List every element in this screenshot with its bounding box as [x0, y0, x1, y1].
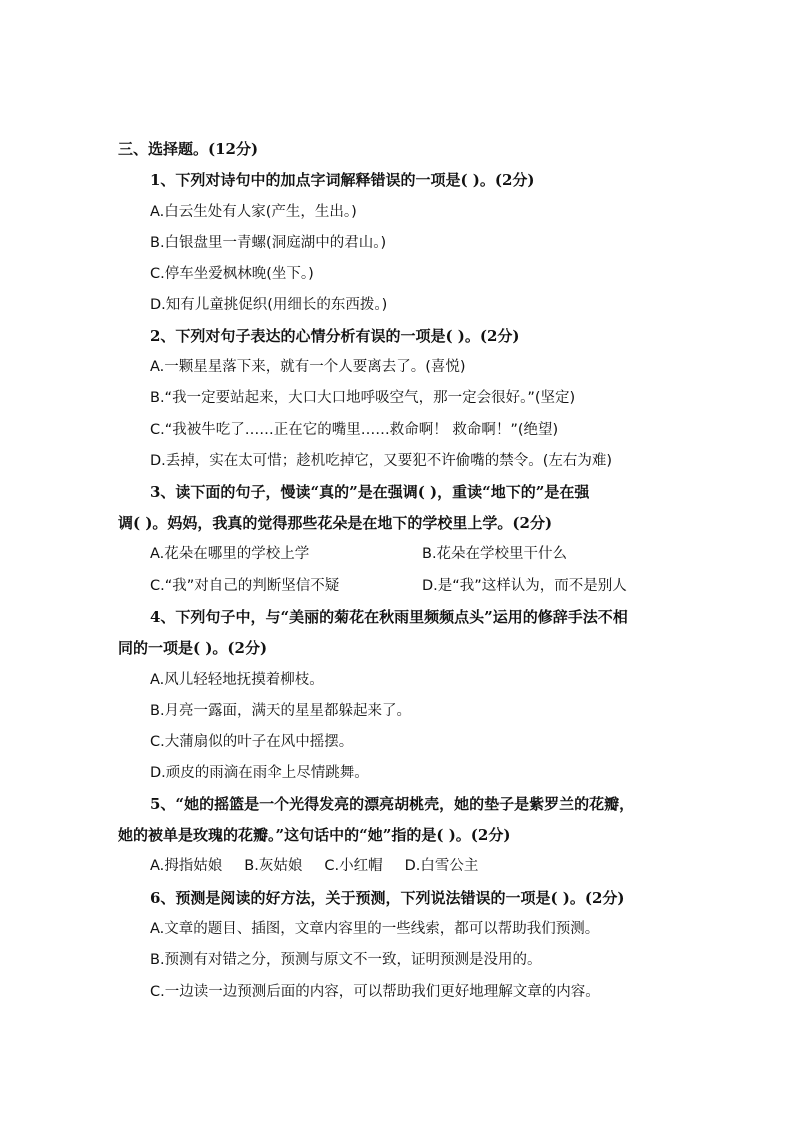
question-5-stem-line-1: 5、“她的摇篮是一个光得发亮的漂亮胡桃壳，她的垫子是紫罗兰的花瓣， [150, 795, 635, 813]
q5-option-a: A.拇指姑娘 [150, 858, 223, 874]
question-4-stem-line-2: 同的一项是( )。(2分) [118, 639, 268, 657]
q2-option-b: B.“我一定要站起来，大口大口地呼吸空气，那一定会很好。”(坚定) [150, 390, 576, 406]
q5-options-row [150, 856, 478, 876]
q6-option-a: A.文章的题目、插图，文章内容里的一些线索，都可以帮助我们预测。 [150, 921, 600, 937]
q2-option-d: D.丢掉，实在太可惜；趁机吃掉它，又要犯不许偷嘴的禁令。(左右为难) [150, 453, 613, 469]
q4-option-a: A.风儿轻轻地抚摸着柳枝。 [150, 672, 324, 688]
question-3-stem-line-2: 调( )。妈妈，我真的觉得那些花朵是在地下的学校里上学。(2分) [118, 514, 553, 532]
q2-option-c: C.“我被牛吃了……正在它的嘴里……救命啊！ 救命啊！”(绝望) [150, 422, 559, 438]
q5-option-b: B.灰姑娘 [244, 858, 303, 874]
q6-option-c: C.一边读一边预测后面的内容，可以帮助我们更好地理解文章的内容。 [150, 984, 600, 1000]
q5-option-d: D.白雪公主 [404, 858, 479, 874]
question-3-stem-line-1: 3、读下面的句子，慢读“真的”是在强调( )，重读“地下的”是在强 [150, 483, 590, 501]
q1-option-a: A.白云生处有人家(产生，生出。) [150, 204, 357, 220]
q3-option-d: D.是“我”这样认为，而不是别人 [422, 578, 627, 594]
q3-option-c: C.“我”对自己的判断坚信不疑 [150, 578, 340, 594]
q2-option-a: A.一颗星星落下来，就有一个人要离去了。(喜悦) [150, 359, 466, 375]
q3-option-a: A.花朵在哪里的学校上学 [150, 546, 310, 562]
q3-option-b: B.花朵在学校里干什么 [422, 546, 568, 562]
q4-option-d: D.顽皮的雨滴在雨伞上尽情跳舞。 [150, 765, 369, 781]
question-5-stem-line-2: 她的被单是玫瑰的花瓣。”这句话中的“她”指的是( )。(2分) [118, 826, 511, 844]
q4-option-c: C.大蒲扇似的叶子在风中摇摆。 [150, 734, 354, 750]
question-4-stem-line-1: 4、下列句子中，与“美丽的菊花在秋雨里频频点头”运用的修辞手法不相 [150, 608, 628, 626]
q1-option-b: B.白银盘里一青螺(洞庭湖中的君山。) [150, 235, 387, 251]
question-6-stem: 6、预测是阅读的好方法，关于预测，下列说法错误的一项是( )。(2分) [150, 889, 625, 907]
question-1-stem: 1、下列对诗句中的加点字词解释错误的一项是( )。(2分) [150, 171, 535, 189]
q1-option-c: C.停车坐爱枫林晚(坐下。) [150, 266, 314, 282]
q4-option-b: B.月亮一露面，满天的星星都躲起来了。 [150, 703, 412, 719]
q5-option-c: C.小红帽 [324, 858, 383, 874]
question-2-stem: 2、下列对句子表达的心情分析有误的一项是( )。(2分) [150, 327, 520, 345]
section-title: 三、选择题。(12分) [118, 140, 259, 158]
q6-option-b: B.预测有对错之分，预测与原文不一致，证明预测是没用的。 [150, 952, 542, 968]
q1-option-d: D.知有儿童挑促织(用细长的东西拨。) [150, 297, 388, 313]
